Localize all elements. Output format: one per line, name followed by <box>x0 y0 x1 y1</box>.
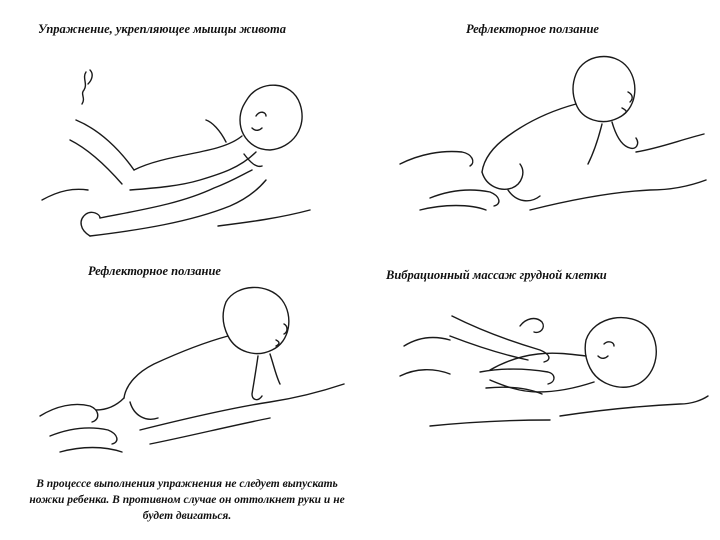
caption-chest-vibration-massage: Вибрационный массаж грудной клетки <box>386 268 607 282</box>
illustration-reflex-crawling-bottom <box>30 280 350 470</box>
caption-reflex-crawling-top: Рефлекторное ползание <box>466 22 599 36</box>
caption-reflex-crawling-bottom: Рефлекторное ползание <box>88 264 221 278</box>
caption-abdominal-exercise: Упражнение, укрепляющее мышцы живота <box>38 22 287 36</box>
illustration-abdominal-exercise <box>30 50 350 250</box>
exercise-note: В процессе выполнения упражнения не следует выпускать ножки ребенка. В противном случае он оттолкнет руки и не будет двигаться. <box>29 478 345 522</box>
illustration-reflex-crawling-top <box>390 40 710 250</box>
illustration-chest-vibration-massage <box>390 296 710 466</box>
